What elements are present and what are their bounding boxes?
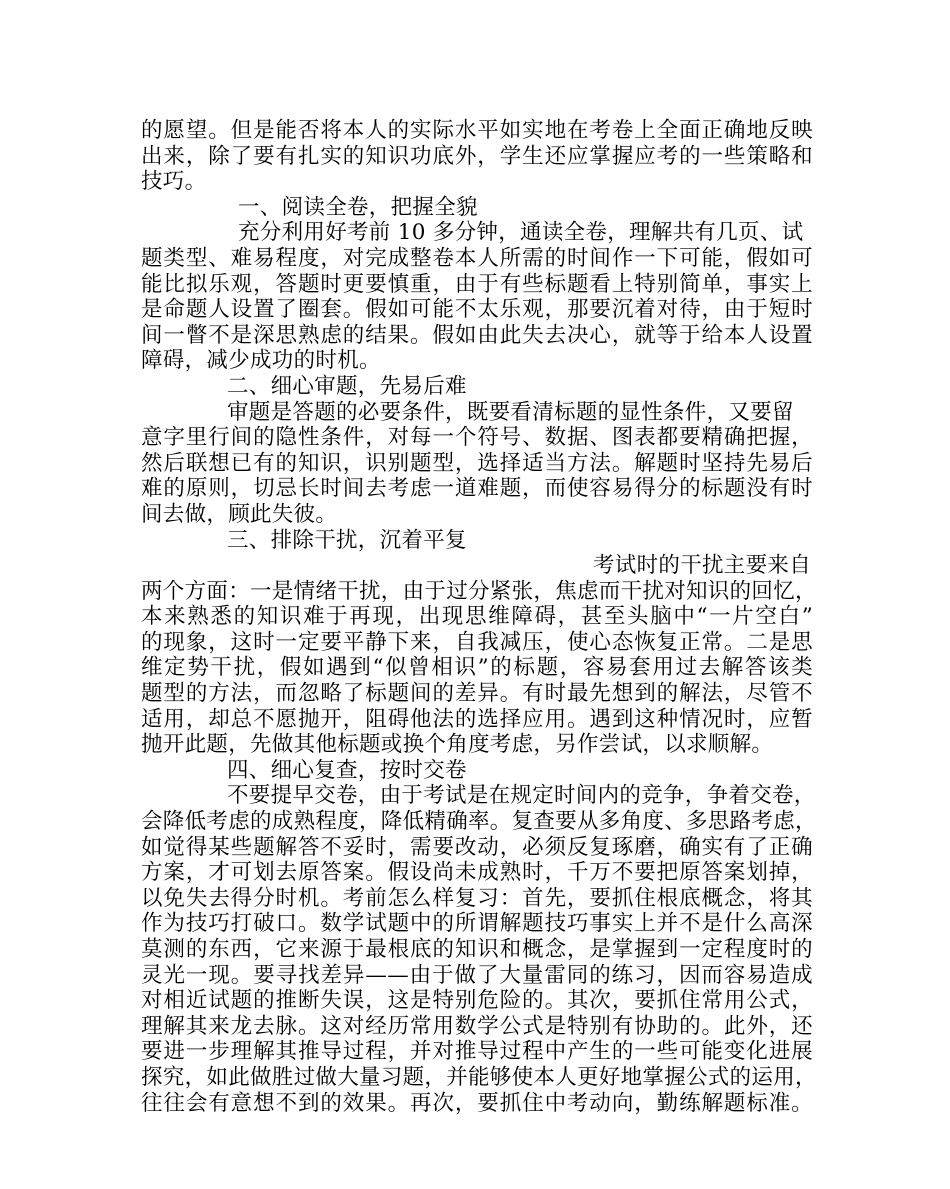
- text-line: 往往会有意想不到的效果。再次，要抓住中考动向，勤练解题标准。: [141, 1090, 813, 1116]
- text-line: 会降低考虑的成熟程度，降低精确率。复查要从多角度、多思路考虑，: [141, 809, 817, 835]
- text-line: 作为技巧打破口。数学试题中的所谓解题技巧事实上并不是什么高深: [141, 911, 813, 937]
- text-line: 对相近试题的推断失误，这是特别危险的。其次，要抓住常用公式，: [141, 988, 813, 1014]
- text-line: 考试时的干扰主要来自: [593, 553, 812, 579]
- text-line: 理解其来龙去脉。这对经历常用数学公式是特别有协助的。此外，还: [141, 1013, 813, 1039]
- text-line: 充分利用好考前 10 多分钟，通读全卷，理解共有几页、试: [238, 220, 804, 246]
- text-line: 适用，却总不愿抛开，阻碍他法的选择应用。遇到这种情况时，应暂: [141, 706, 813, 732]
- text-line: 障碍，减少成功的时机。: [141, 348, 381, 374]
- text-line: 然后联想已有的知识，识别题型，选择适当方法。解题时坚持先易后: [141, 450, 813, 476]
- text-line: 不要提早交卷，由于考试是在规定时间内的竞争，争着交卷，: [227, 783, 816, 809]
- text-line: 间去做，顾此失彼。: [141, 501, 338, 527]
- text-line: 审题是答题的必要条件，既要看清标题的显性条件，又要留: [227, 399, 794, 425]
- text-line: 意字里行间的隐性条件，对每一个符号、数据、图表都要精确把握，: [141, 425, 813, 451]
- text-line: 出来，除了要有扎实的知识功底外，学生还应掌握应考的一些策略和: [141, 143, 813, 169]
- text-line: 间一瞥不是深思熟虑的结果。假如由此失去决心，就等于给本人设置: [141, 322, 813, 348]
- text-line: 如觉得某些题解答不妥时，需要改动，必须反复琢磨，确实有了正确: [141, 834, 813, 860]
- section-heading: 二、细心审题，先易后难: [227, 373, 467, 399]
- text-line: 要进一步理解其推导过程，并对推导过程中产生的一些可能变化进展: [141, 1039, 813, 1065]
- text-line: 题类型、难易程度，对完成整卷本人所需的时间作一下可能，假如可: [141, 245, 813, 271]
- text-line: 的现象，这时一定要平静下来，自我减压，使心态恢复正常。二是思: [141, 629, 813, 655]
- text-line: 是命题人设置了圈套。假如可能不太乐观，那要沉着对待，由于短时: [141, 297, 813, 323]
- text-line: 以免失去得分时机。考前怎么样复习：首先，要抓住根底概念，将其: [141, 885, 813, 911]
- text-line: 本来熟悉的知识难于再现，出现思维障碍，甚至头脑中“一片空白”: [141, 604, 813, 630]
- text-line: 灵光一现。要寻找差异——由于做了大量雷同的练习，因而容易造成: [141, 962, 813, 988]
- text-line: 抛开此题，先做其他标题或换个角度考虑，另作尝试，以求顺解。: [141, 732, 774, 758]
- text-line: 的愿望。但是能否将本人的实际水平如实地在考卷上全面正确地反映: [141, 118, 813, 143]
- text-line: 技巧。: [141, 169, 207, 195]
- text-line: 方案，才可划去原答案。假设尚未成熟时，千万不要把原答案划掉，: [141, 860, 813, 886]
- section-heading: 四、细心复查，按时交卷: [227, 757, 467, 783]
- section-heading: 三、排除干扰，沉着平复: [227, 527, 467, 553]
- text-line: 两个方面：一是情绪干扰，由于过分紧张，焦虑而干扰对知识的回忆，: [141, 578, 817, 604]
- document-body: [141, 118, 817, 1116]
- text-line: 莫测的东西，它来源于最根底的知识和概念，是掌握到一定程度时的: [141, 937, 813, 962]
- text-line: 题型的方法，而忽略了标题间的差异。有时最先想到的解法，尽管不: [141, 681, 813, 707]
- section-heading: 一、阅读全卷，把握全貌: [238, 194, 478, 220]
- text-line: 难的原则，切忌长时间去考虑一道难题，而使容易得分的标题没有时: [141, 476, 813, 502]
- text-line: 能比拟乐观，答题时更要慎重，由于有些标题看上特别简单，事实上: [141, 271, 813, 297]
- text-line: 维定势干扰，假如遇到“似曾相识”的标题，容易套用过去解答该类: [141, 655, 813, 681]
- text-line: 探究，如此做胜过做大量习题，并能够使本人更好地掌握公式的运用，: [141, 1064, 817, 1090]
